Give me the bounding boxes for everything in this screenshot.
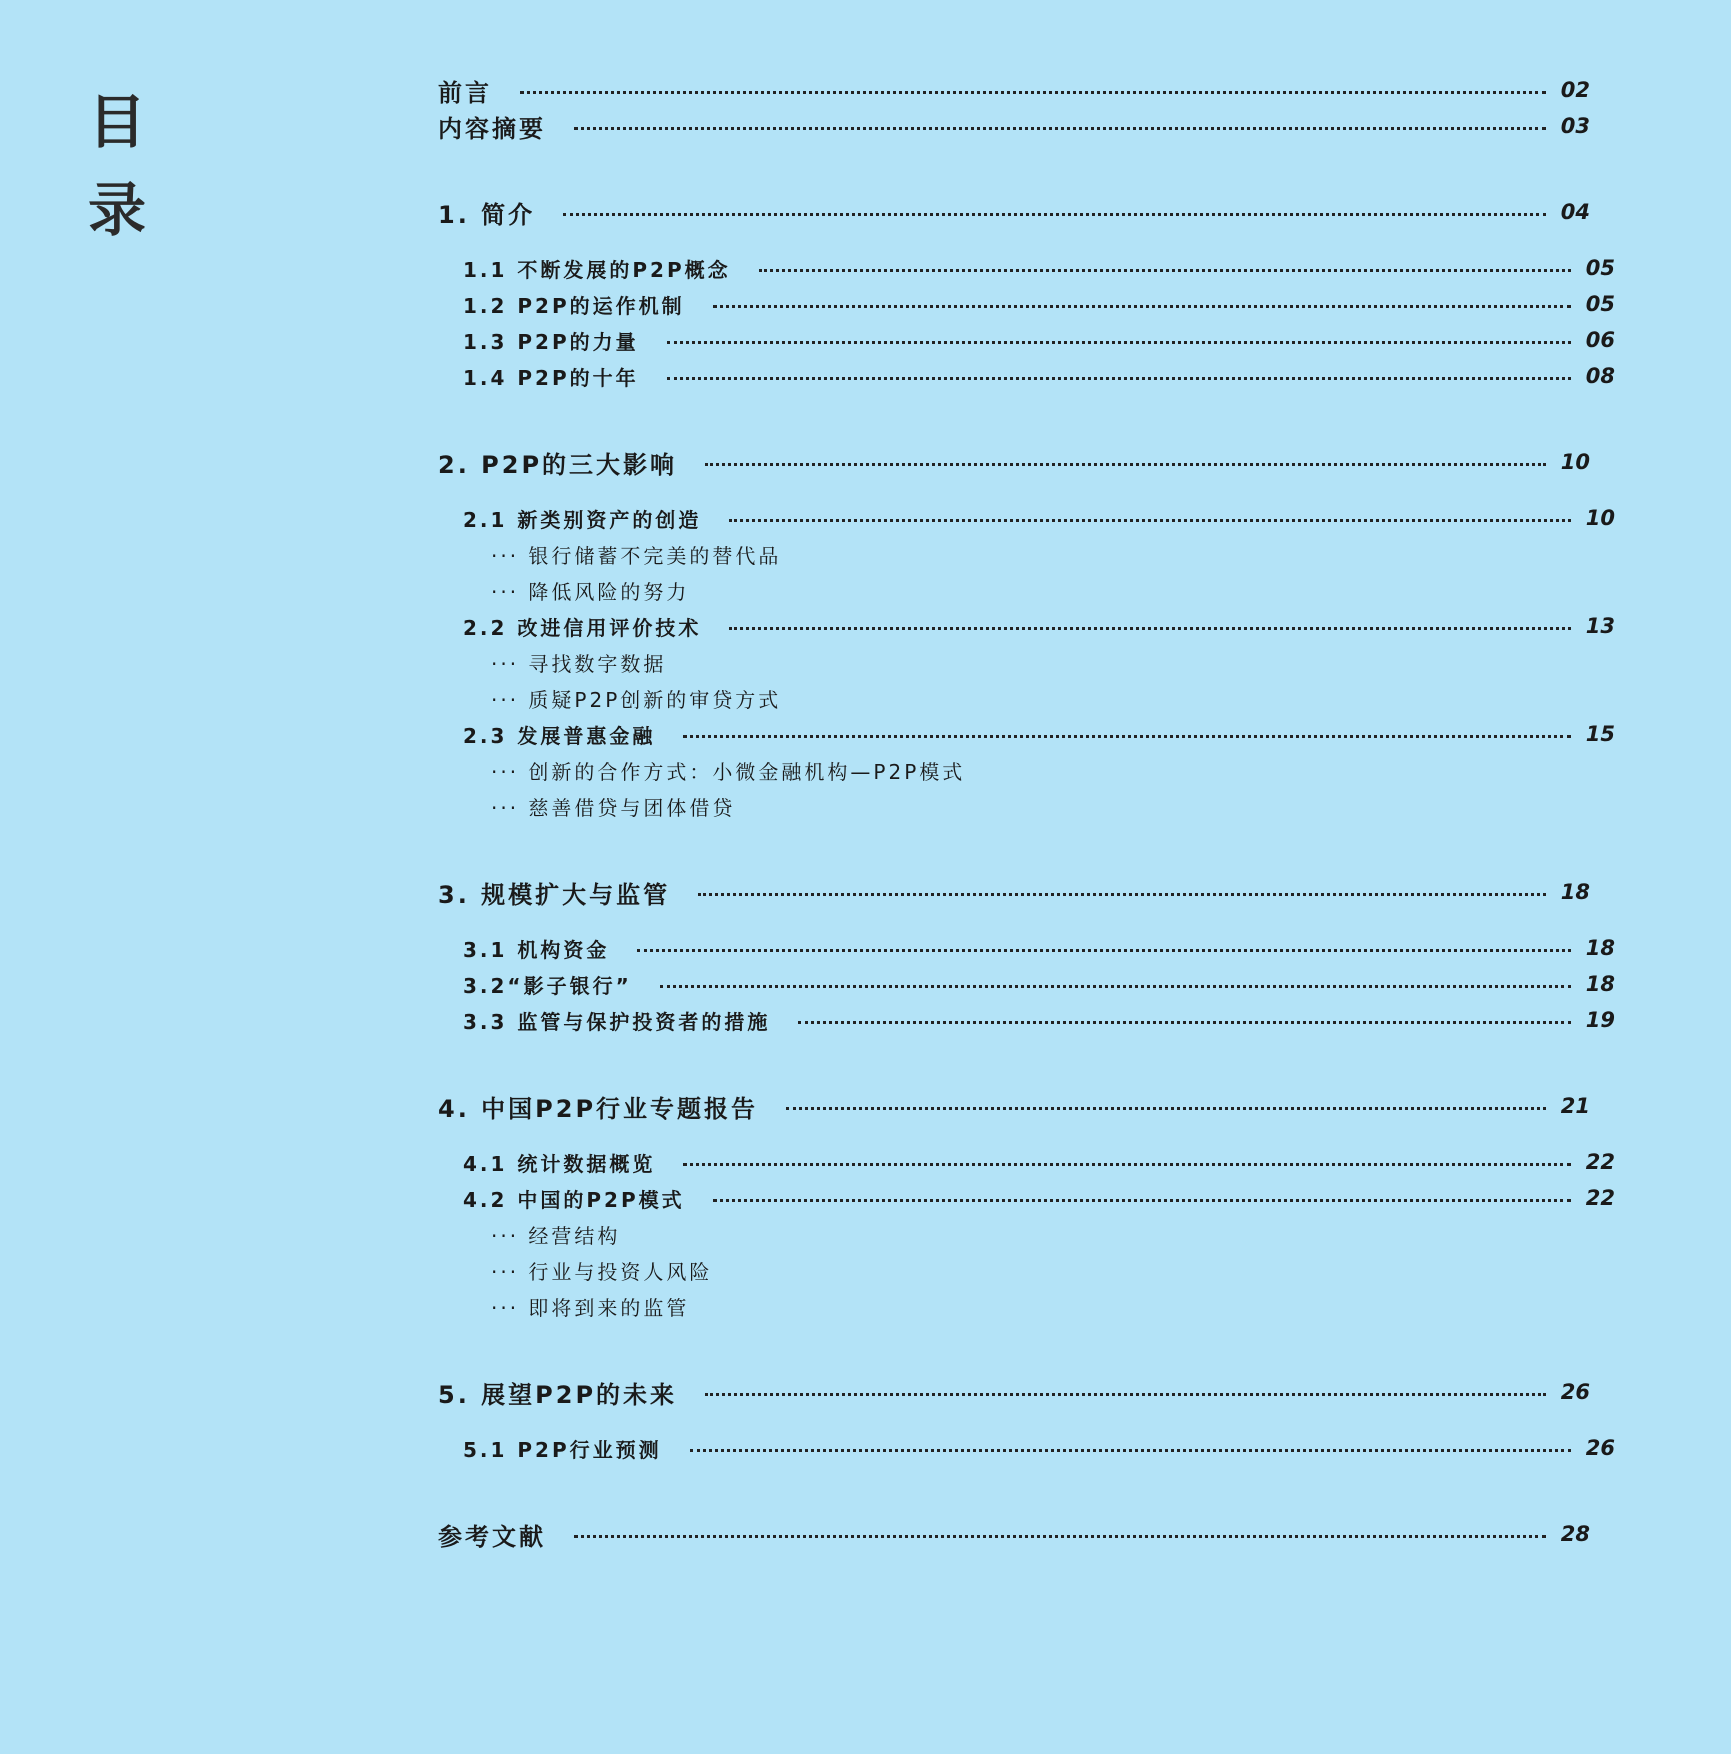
toc-entry-label: 1.1 不断发展的P2P概念 (463, 257, 731, 282)
toc-entry-label: 2.2 改进信用评价技术 (463, 615, 702, 640)
toc-entry[interactable] (0, 194, 1678, 230)
toc-entry[interactable] (0, 1516, 1678, 1552)
toc-page-number: 02 (1560, 78, 1590, 102)
toc-entry[interactable] (0, 1088, 1678, 1124)
dot-leader (786, 1107, 1546, 1110)
toc-entry-label: 内容摘要 (438, 114, 546, 143)
toc-page-number: 18 (1560, 880, 1590, 904)
toc-entry[interactable] (0, 72, 1678, 108)
toc-entry[interactable] (0, 874, 1678, 910)
toc-entry-label: 参考文献 (438, 1522, 546, 1551)
dot-leader (798, 1021, 1571, 1024)
toc-entry[interactable] (0, 1430, 1703, 1466)
dot-leader (667, 377, 1571, 380)
dot-leader (683, 1163, 1571, 1166)
toc-entry-label: ··· 质疑P2P创新的审贷方式 (491, 687, 782, 712)
toc-entry-label: ··· 寻找数字数据 (491, 651, 667, 676)
toc-entry-label: 1.2 P2P的运作机制 (463, 293, 685, 318)
toc-entry-label: 2. P2P的三大影响 (438, 450, 678, 479)
toc-subitem[interactable] (0, 788, 1731, 824)
toc-entry[interactable] (0, 250, 1703, 286)
toc-page-number: 03 (1560, 114, 1590, 138)
toc-entry-label: ··· 行业与投资人风险 (491, 1259, 713, 1284)
toc-entry-label: 2.1 新类别资产的创造 (463, 507, 702, 532)
toc-subitem[interactable] (0, 1288, 1731, 1324)
toc-page-number: 22 (1585, 1186, 1615, 1210)
dot-leader (713, 305, 1571, 308)
toc-page-number: 19 (1585, 1008, 1615, 1032)
toc-entry[interactable] (0, 716, 1703, 752)
dot-leader (637, 949, 1571, 952)
toc-entry[interactable] (0, 930, 1703, 966)
toc-entry[interactable] (0, 322, 1703, 358)
toc-entry-label: ··· 银行储蓄不完美的替代品 (491, 543, 782, 568)
toc-entry[interactable] (0, 286, 1703, 322)
toc-subitem[interactable] (0, 1216, 1731, 1252)
toc-entry-label: 2.3 发展普惠金融 (463, 723, 656, 748)
toc-page-number: 08 (1585, 364, 1615, 388)
toc-entry[interactable] (0, 1180, 1703, 1216)
toc-subitem[interactable] (0, 1252, 1731, 1288)
toc-heading-char-2: 录 (88, 176, 147, 244)
toc-page-number: 05 (1585, 256, 1615, 280)
toc-entry-label: 1. 简介 (438, 200, 536, 229)
toc-page-number: 26 (1560, 1380, 1590, 1404)
dot-leader (759, 269, 1571, 272)
dot-leader (660, 985, 1571, 988)
toc-entry-label: 4. 中国P2P行业专题报告 (438, 1094, 759, 1123)
dot-leader (574, 127, 1546, 130)
toc-entry[interactable] (0, 444, 1678, 480)
toc-page-number: 10 (1585, 506, 1615, 530)
toc-entry[interactable] (0, 1002, 1703, 1038)
toc-page-number: 04 (1560, 200, 1590, 224)
dot-leader (683, 735, 1571, 738)
toc-subitem[interactable] (0, 752, 1731, 788)
toc-entry-label: 1.3 P2P的力量 (463, 329, 639, 354)
toc-page-number: 18 (1585, 936, 1615, 960)
toc-subitem[interactable] (0, 572, 1731, 608)
toc-entry[interactable] (0, 108, 1678, 144)
toc-page-number: 18 (1585, 972, 1615, 996)
toc-entry-label: 3.1 机构资金 (463, 937, 610, 962)
dot-leader (667, 341, 1571, 344)
dot-leader (690, 1449, 1571, 1452)
toc-entry-label: ··· 慈善借贷与团体借贷 (491, 795, 736, 820)
toc-subitem[interactable] (0, 680, 1731, 716)
toc-page-number: 10 (1560, 450, 1590, 474)
toc-entry[interactable] (0, 1144, 1703, 1180)
toc-entry-label: 3. 规模扩大与监管 (438, 880, 671, 909)
toc-entry-label: ··· 即将到来的监管 (491, 1295, 690, 1320)
dot-leader (698, 893, 1546, 896)
toc-subitem[interactable] (0, 536, 1731, 572)
dot-leader (574, 1535, 1546, 1538)
dot-leader (705, 463, 1546, 466)
toc-page-number: 28 (1560, 1522, 1590, 1546)
toc-entry[interactable] (0, 966, 1703, 1002)
dot-leader (563, 213, 1546, 216)
toc-page-number: 05 (1585, 292, 1615, 316)
dot-leader (520, 91, 1546, 94)
toc-page-number: 06 (1585, 328, 1615, 352)
toc-entry-label: 5.1 P2P行业预测 (463, 1437, 662, 1462)
toc-entry[interactable] (0, 1374, 1678, 1410)
toc-heading-char-1: 目 (88, 88, 147, 156)
dot-leader (705, 1393, 1546, 1396)
toc-entry-label: 3.3 监管与保护投资者的措施 (463, 1009, 771, 1034)
dot-leader (713, 1199, 1571, 1202)
toc-page-number: 22 (1585, 1150, 1615, 1174)
toc-entry-label: 4.2 中国的P2P模式 (463, 1187, 685, 1212)
toc-entry[interactable] (0, 608, 1703, 644)
toc-entry-label: ··· 创新的合作方式：小微金融机构—P2P模式 (491, 759, 966, 784)
toc-page-number: 26 (1585, 1436, 1615, 1460)
toc-entry-label: ··· 降低风险的努力 (491, 579, 690, 604)
toc-page-number: 21 (1560, 1094, 1590, 1118)
toc-entry-label: 前言 (438, 78, 492, 107)
dot-leader (729, 627, 1571, 630)
toc-entry-label: 5. 展望P2P的未来 (438, 1380, 678, 1409)
toc-entry-label: 3.2“影子银行” (463, 973, 632, 998)
dot-leader (729, 519, 1571, 522)
toc-subitem[interactable] (0, 644, 1731, 680)
toc-page-number: 13 (1585, 614, 1615, 638)
toc-entry[interactable] (0, 500, 1703, 536)
toc-entry-label: 4.1 统计数据概览 (463, 1151, 656, 1176)
toc-entry-label: 1.4 P2P的十年 (463, 365, 639, 390)
toc-page-number: 15 (1585, 722, 1615, 746)
toc-entry[interactable] (0, 358, 1703, 394)
toc-entry-label: ··· 经营结构 (491, 1223, 621, 1248)
